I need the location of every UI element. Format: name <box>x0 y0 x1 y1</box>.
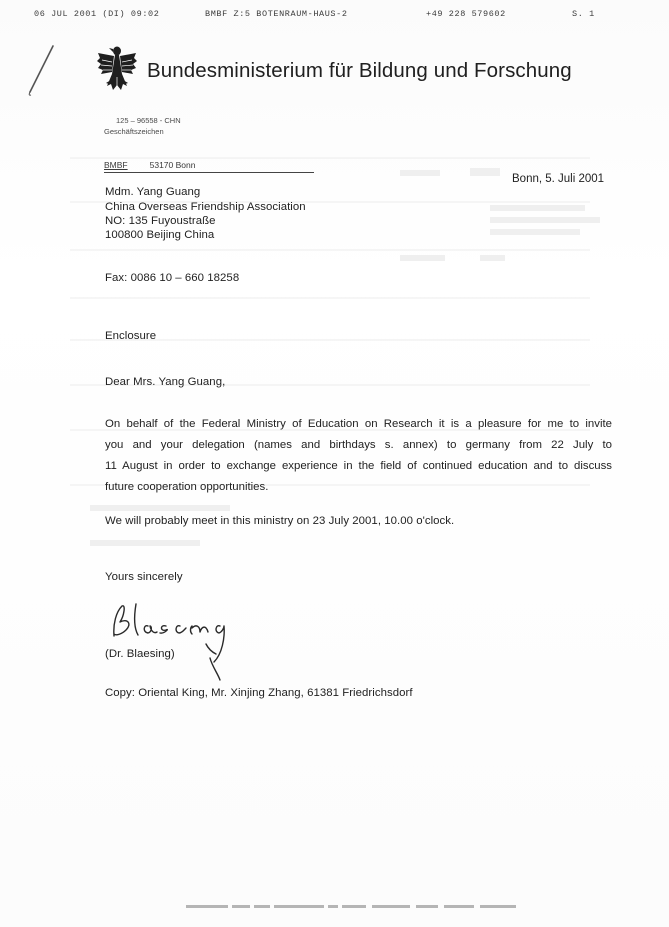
fax-date-time: 06 JUL 2001 (DI) 09:02 <box>34 9 160 19</box>
footer-address-illegible <box>186 903 526 913</box>
recipient-city: 100800 Beijing China <box>105 229 215 241</box>
reference-label: Geschäftszeichen <box>104 127 164 136</box>
recipient-fax: Fax: 0086 10 – 660 18258 <box>105 272 240 284</box>
recipient-street: NO: 135 Fuyoustraße <box>105 215 216 227</box>
body-line: On behalf of the Federal Ministry of Education on Research it is a pleasure for me to invite <box>105 418 612 430</box>
fax-page-number: S. 1 <box>572 9 595 19</box>
fax-sender-id: BMBF Z:5 BOTENRAUM-HAUS-2 <box>205 9 348 19</box>
handwritten-signature <box>108 598 248 683</box>
faint-background-print <box>70 30 669 590</box>
recipient-name: Mdm. Yang Guang <box>105 186 201 198</box>
letter-date: Bonn, 5. Juli 2001 <box>512 173 605 185</box>
copy-recipients: Copy: Oriental King, Mr. Xinjing Zhang, 61381 Friedrichsdorf <box>105 687 413 699</box>
recipient-organization: China Overseas Friendship Association <box>105 201 306 213</box>
fax-transmission-header <box>34 9 659 23</box>
enclosure-note: Enclosure <box>105 330 157 342</box>
body-line: you and your delegation (names and birthdays s. annex) to germany from 22 July to <box>105 439 612 451</box>
signatory-name: (Dr. Blaesing) <box>105 648 175 660</box>
body-line: future cooperation opportunities. <box>105 481 269 493</box>
fax-phone-number: +49 228 579602 <box>426 9 506 19</box>
faint-form-lines <box>70 30 669 590</box>
meeting-note: We will probably meet in this ministry on 23 July 2001, 10.00 o'clock. <box>105 515 455 527</box>
closing: Yours sincerely <box>105 571 183 583</box>
body-line: 11 August in order to exchange experience in the field of continued education and to discuss <box>105 460 612 472</box>
sender-short-name: BMBF <box>104 160 128 170</box>
pen-stroke-mark <box>20 40 60 100</box>
reference-number: 125 – 96558 - CHN <box>116 116 181 125</box>
sender-address: 53170 Bonn <box>149 160 196 170</box>
sender-return-line <box>104 160 314 173</box>
federal-eagle-icon <box>96 44 138 92</box>
faint-footer-text <box>186 903 526 911</box>
salutation: Dear Mrs. Yang Guang, <box>105 376 226 388</box>
letter-body-paragraph <box>105 414 612 498</box>
ministry-name: Bundesministerium für Bildung und Forschung <box>147 59 572 82</box>
